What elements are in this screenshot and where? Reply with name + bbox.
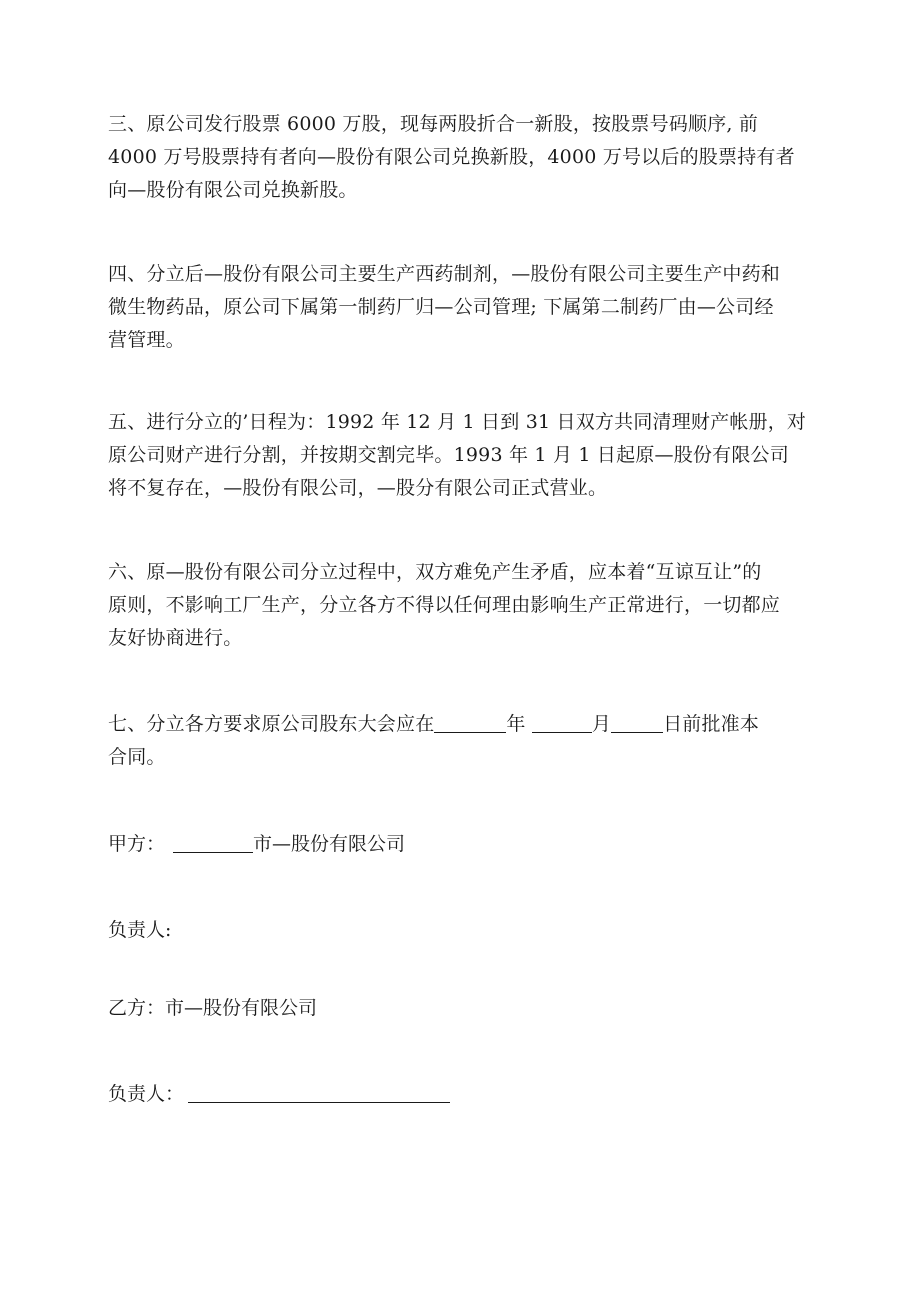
- clause-5-line-3: 将不复存在，—股份有限公司，—股分有限公司正式营业。: [108, 477, 608, 499]
- day-suffix: 日前批准本: [663, 713, 760, 735]
- party-b-label: 乙方：市—股份有限公司: [108, 997, 318, 1019]
- clause-4-line-3: 营管理。: [108, 329, 185, 351]
- year-blank[interactable]: [434, 712, 506, 733]
- month-blank[interactable]: [532, 712, 592, 733]
- clause-7-prefix: 七、分立各方要求原公司股东大会应在: [108, 713, 435, 735]
- clause-4-line-1: 四、分立后—股份有限公司主要生产西药制剂，—股份有限公司主要生产中药和: [108, 263, 781, 285]
- responsible-b-blank[interactable]: [188, 1082, 450, 1103]
- party-a-city-blank[interactable]: [173, 832, 253, 853]
- responsible-b-line: [108, 1078, 450, 1111]
- clause-7-line-1: [108, 708, 812, 741]
- clause-5-line-2: 原公司财产进行分割，并按期交割完毕。1993 年 1 月 1 日起原—股份有限公司: [108, 444, 789, 466]
- clause-6-line-1: 六、原—股份有限公司分立过程中，双方难免产生矛盾，应本着“互谅互让”的: [108, 561, 762, 583]
- clause-3-line-1: 三、原公司发行股票 6000 万股，现每两股折合一新股，按股票号码顺序, 前: [108, 113, 759, 135]
- party-a-line: [108, 828, 405, 861]
- party-a-label: 甲方：: [108, 833, 166, 855]
- clause-4: [108, 258, 812, 357]
- clause-3-line-3: 向—股份有限公司兑换新股。: [108, 179, 358, 201]
- party-b-line: [108, 992, 317, 1025]
- clause-5: [108, 406, 812, 505]
- clause-7: [108, 708, 812, 774]
- clause-4-line-2: 微生物药品，原公司下属第一制药厂归—公司管理; 下属第二制药厂由—公司经: [108, 296, 774, 318]
- day-blank[interactable]: [611, 712, 663, 733]
- month-label: 月: [591, 713, 612, 735]
- responsible-a-label: 负责人:: [108, 919, 172, 941]
- clause-6: [108, 556, 812, 655]
- responsible-b-label: 负责人：: [108, 1083, 185, 1105]
- clause-3-line-2: 4000 万号股票持有者向—股份有限公司兑换新股，4000 万号以后的股票持有者: [108, 146, 795, 168]
- clause-6-line-3: 友好协商进行。: [108, 627, 243, 649]
- responsible-a-line: [108, 914, 171, 947]
- clause-6-line-2: 原则，不影响工厂生产，分立各方不得以任何理由影响生产正常进行，一切都应: [108, 594, 781, 616]
- party-a-suffix: 市—股份有限公司: [253, 833, 406, 855]
- clause-7-line-2: 合同。: [108, 746, 166, 768]
- year-label: 年: [506, 713, 526, 735]
- clause-3: [108, 108, 812, 207]
- clause-5-line-1: 五、进行分立的’日程为：1992 年 12 月 1 日到 31 日双方共同清理财产帐册，对: [108, 411, 807, 433]
